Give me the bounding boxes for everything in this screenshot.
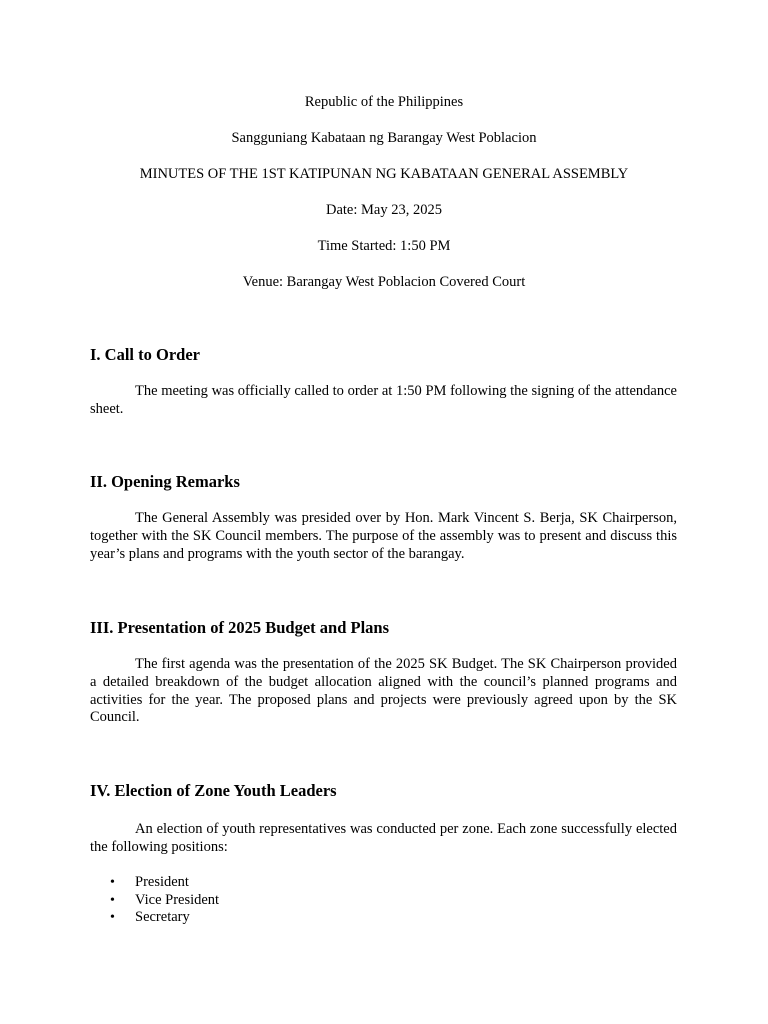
section-body-opening-remarks: The General Assembly was presided over by Hon. Mark Vincent S. Berja, SK Chairperson, together with the SK Council members. The purpose of the assembly was to present and discuss this year’s plans and programs with the youth sector of the barangay. [90, 510, 677, 562]
section-body-call-to-order: The meeting was officially called to order at 1:50 PM following the signing of the attendance sheet. [90, 383, 677, 417]
list-item [90, 909, 219, 927]
list-item [90, 892, 219, 910]
republic-line: Republic of the Philippines [304, 94, 464, 110]
section-heading-opening-remarks: II. Opening Remarks [90, 472, 240, 491]
document-title: MINUTES OF THE 1ST KATIPUNAN NG KABATAAN GENERAL ASSEMBLY [139, 166, 629, 182]
meeting-time: Time Started: 1:50 PM [317, 238, 451, 254]
section-heading-call-to-order: I. Call to Order [90, 345, 200, 364]
sk-barangay-line: Sangguniang Kabataan ng Barangay West Poblacion [231, 130, 537, 146]
bullet-icon: • [110, 892, 115, 908]
list-item-label: Secretary [135, 909, 190, 926]
list-item [90, 874, 219, 892]
list-item-label: Vice President [135, 891, 220, 908]
section-body-budget-plans: The first agenda was the presentation of the 2025 SK Budget. The SK Chairperson provided a detailed breakdown of the budget allocation aligned with the council’s planned programs and activities for the year. The proposed plans and projects were previously agreed upon by the SK Council. [90, 656, 677, 726]
bullet-icon: • [110, 910, 115, 926]
list-item-label: President [135, 874, 189, 890]
bullet-icon: • [110, 875, 115, 890]
meeting-venue: Venue: Barangay West Poblacion Covered Court [242, 274, 526, 290]
positions-list [90, 874, 219, 927]
meeting-date: Date: May 23, 2025 [326, 202, 442, 218]
section-heading-budget-plans: III. Presentation of 2025 Budget and Plans [90, 618, 390, 637]
section-body-election: An election of youth representatives was conducted per zone. Each zone successfully elected the following positions: [90, 821, 677, 855]
section-heading-election: IV. Election of Zone Youth Leaders [90, 781, 337, 800]
